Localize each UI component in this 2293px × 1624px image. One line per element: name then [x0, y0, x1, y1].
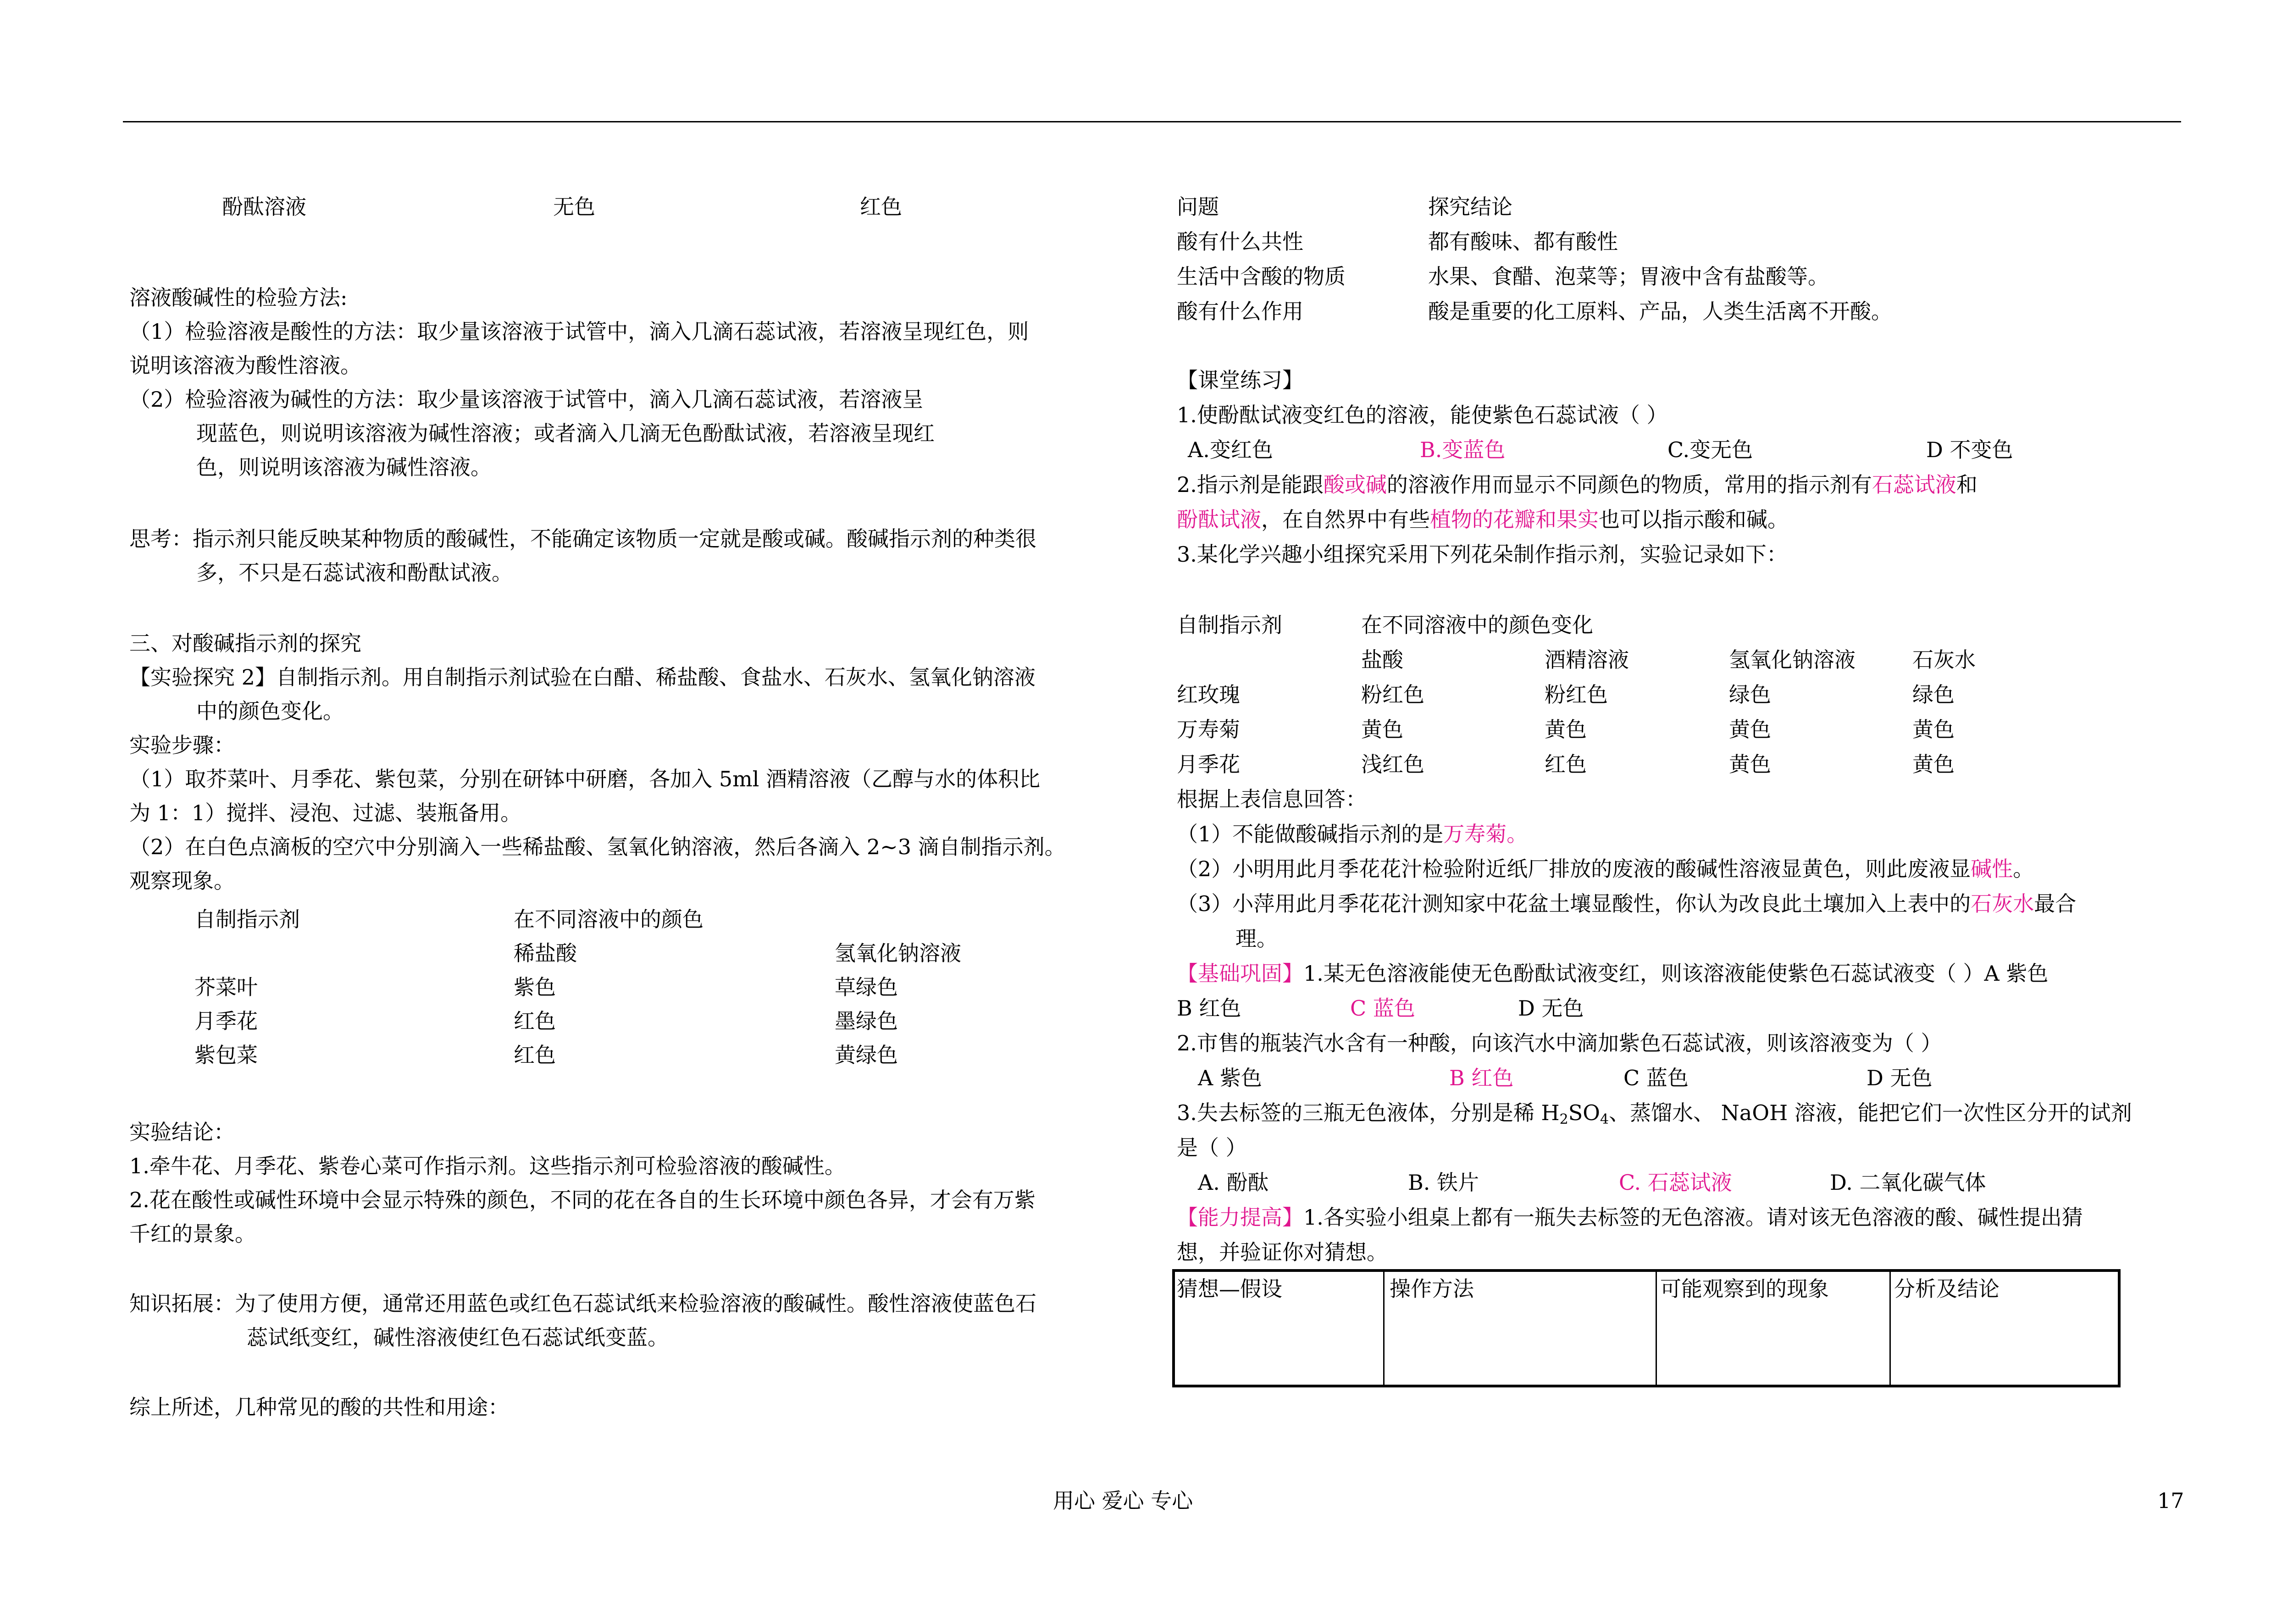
q2-answer: 石蕊试液	[1872, 472, 1956, 497]
method1-line2: 说明该溶液为酸性溶液。	[129, 353, 361, 378]
b3-option-a: A. 酚酞	[1198, 1170, 1269, 1195]
improve-c1-line2: 想，并验证你对猜想。	[1177, 1240, 1388, 1265]
q1-option-a: A.变红色	[1188, 437, 1273, 462]
answer1-key: 万寿菊。	[1443, 822, 1528, 846]
table2-cell: 粉红色	[1545, 682, 1608, 707]
b3-subscript: 4	[1600, 1111, 1609, 1127]
table1-cell: 红色	[514, 1009, 556, 1033]
page-number: 17	[2157, 1488, 2184, 1513]
top-row-label: 酚酞溶液	[222, 194, 306, 219]
guess-header-hypothesis: 猜想—假设	[1177, 1276, 1282, 1301]
b3-option-c: C. 石蕊试液	[1619, 1170, 1732, 1195]
table1-cell: 红色	[514, 1043, 556, 1067]
table2-cell: 红色	[1545, 752, 1587, 777]
table1-cell: 芥菜叶	[194, 975, 258, 1000]
basic-tag: 【基础巩固】	[1177, 961, 1303, 986]
q2-answer: 酚酞试液	[1177, 507, 1261, 532]
answer3-text: 最合	[2034, 891, 2077, 916]
b2-text: 2.市售的瓶装汽水含有一种酸，向该汽水中滴加紫色石蕊试液，则该溶液变为（ ）	[1177, 1031, 1942, 1055]
table2-cell: 黄色	[1912, 752, 1955, 777]
table2-cell: 黄色	[1361, 717, 1403, 742]
table2-cell: 浅红色	[1361, 752, 1424, 777]
b3-option-d: D. 二氧化碳气体	[1830, 1170, 1986, 1195]
method2-line3: 色，则说明该溶液为碱性溶液。	[196, 455, 492, 480]
table2-cell: 红玫瑰	[1177, 682, 1240, 707]
guess-table-divider	[1383, 1271, 1385, 1386]
acid-table-cell: 生活中含酸的物质	[1177, 264, 1346, 289]
answer2-text: 。	[2013, 856, 2034, 881]
acid-table-header-conclusion: 探究结论	[1428, 194, 1512, 219]
q2-line2	[1177, 504, 1789, 535]
q1-text: 1.使酚酞试液变红色的溶液，能使紫色石蕊试液（ ）	[1177, 403, 1668, 427]
table2-cell: 粉红色	[1361, 682, 1424, 707]
table2-cell: 月季花	[1177, 752, 1240, 777]
improve-tag: 【能力提高】	[1177, 1205, 1303, 1230]
table2-header-colors: 在不同溶液中的颜色变化	[1361, 613, 1593, 637]
b2-option-d: D 无色	[1867, 1066, 1933, 1090]
acid-table-cell: 酸是重要的化工原料、产品，人类生活离不开酸。	[1428, 299, 1892, 324]
answer3-line1	[1177, 889, 2076, 919]
table2-cell: 黄色	[1729, 717, 1771, 742]
b1-option-c: C 蓝色	[1350, 996, 1415, 1021]
q2-text: 和	[1956, 472, 1977, 497]
method-title: 溶液酸碱性的检验方法:	[129, 285, 348, 310]
header-rule	[123, 121, 2181, 122]
acid-table-cell: 酸有什么共性	[1177, 229, 1303, 254]
b3-text: 、蒸馏水、 NaOH 溶液，能把它们一次性区分开的试剂	[1609, 1100, 2132, 1125]
table1-cell: 草绿色	[835, 975, 898, 1000]
steps-title: 实验步骤：	[129, 733, 235, 757]
q2-answer: 酸或碱	[1323, 472, 1387, 497]
b2-option-b: B 红色	[1449, 1066, 1514, 1090]
answer3-text: （3）小萍用此月季花花汁测知家中花盆土壤显酸性，你认为改良此土壤加入上表中的	[1177, 891, 1971, 916]
method1-line1: （1）检验溶液是酸性的方法：取少量该溶液于试管中，滴入几滴石蕊试液，若溶液呈现红色，则	[129, 319, 1029, 344]
step2-line2: 观察现象。	[129, 868, 235, 893]
table1-sub-base: 氢氧化钠溶液	[835, 941, 961, 966]
b1-text: 1.某无色溶液能使无色酚酞试液变红，则该溶液能使紫色石蕊试液变（ ）A 紫色	[1303, 961, 2049, 986]
q2-answer: 植物的花瓣和果实	[1430, 507, 1599, 532]
b3-line1	[1177, 1098, 2132, 1128]
acid-table-cell: 都有酸味、都有酸性	[1428, 229, 1618, 254]
q2-text: 2.指示剂是能跟	[1177, 472, 1324, 497]
acid-table-cell: 酸有什么作用	[1177, 299, 1303, 324]
table2-cell: 黄色	[1912, 717, 1955, 742]
b1-option-b: B 红色	[1177, 996, 1241, 1021]
table1-cell: 墨绿色	[835, 1009, 898, 1033]
q2-text: ，在自然界中有些	[1261, 507, 1430, 532]
exp2-line1: 【实验探究 2】自制指示剂。用自制指示剂试验在白醋、稀盐酸、食盐水、石灰水、氢氧化钠溶液	[129, 665, 1036, 690]
table2-sub: 氢氧化钠溶液	[1729, 647, 1855, 672]
step1-line2: 为 1：1）搅拌、浸泡、过滤、装瓶备用。	[129, 801, 522, 825]
q2-text: 的溶液作用而显示不同颜色的物质，常用的指示剂有	[1386, 472, 1872, 497]
b3-option-b: B. 铁片	[1408, 1170, 1479, 1195]
answer2-text: （2）小明用此月季花花汁检验附近纸厂排放的废液的酸碱性溶液显黄色，则此废液显	[1177, 856, 1971, 881]
method2-line1: （2）检验溶液为碱性的方法：取少量该溶液于试管中，滴入几滴石蕊试液，若溶液呈	[129, 387, 924, 412]
answer-title: 根据上表信息回答：	[1177, 787, 1367, 812]
answer3-key: 石灰水	[1971, 891, 2034, 916]
extension-line2: 蕊试纸变红，碱性溶液使红色石蕊试纸变蓝。	[247, 1325, 669, 1350]
b2-option-a: A 紫色	[1198, 1066, 1262, 1090]
q1-option-b: B.变蓝色	[1420, 437, 1506, 462]
think-line1: 思考：指示剂只能反映某种物质的酸碱性，不能确定该物质一定就是酸或碱。酸碱指示剂的种类很	[129, 526, 1036, 551]
table2-sub: 酒精溶液	[1545, 647, 1629, 672]
table2-sub: 盐酸	[1361, 647, 1403, 672]
table2-cell: 万寿菊	[1177, 717, 1240, 742]
table2-cell: 黄色	[1729, 752, 1771, 777]
guess-table-divider	[1889, 1271, 1891, 1386]
q1-option-c: C.变无色	[1667, 437, 1753, 462]
method2-line2: 现蓝色，则说明该溶液为碱性溶液；或者滴入几滴无色酚酞试液，若溶液呈现红	[196, 421, 935, 446]
b3-line2: 是（ ）	[1177, 1135, 1247, 1160]
answer2-key: 碱性	[1971, 856, 2013, 881]
conclusion2-line2: 千红的景象。	[129, 1221, 256, 1246]
improve-c1-line1	[1177, 1202, 2083, 1232]
answer1	[1177, 819, 1528, 849]
extension-line1: 知识拓展：为了使用方便，通常还用蓝色或红色石蕊试纸来检验溶液的酸碱性。酸性溶液使蓝色石	[129, 1291, 1036, 1316]
guess-header-method: 操作方法	[1390, 1276, 1474, 1301]
answer1-text: （1）不能做酸碱指示剂的是	[1177, 822, 1444, 846]
table1-cell: 黄绿色	[835, 1043, 898, 1067]
think-line2: 多，不只是石蕊试液和酚酞试液。	[196, 560, 513, 585]
guess-header-conclusion: 分析及结论	[1894, 1276, 1999, 1301]
conclusion-title: 实验结论：	[129, 1120, 235, 1144]
step1-line1: （1）取芥菜叶、月季花、紫包菜，分别在研钵中研磨，各加入 5ml 酒精溶液（乙醇与水的体积比	[129, 767, 1041, 791]
guess-table-divider	[1656, 1271, 1657, 1386]
c1-text: 1.各实验小组桌上都有一瓶失去标签的无色溶液。请对该无色溶液的酸、碱性提出猜	[1303, 1205, 2083, 1230]
q1-option-d: D 不变色	[1926, 437, 2013, 462]
top-row-col2: 无色	[553, 194, 595, 219]
acid-table-cell: 水果、食醋、泡菜等；胃液中含有盐酸等。	[1428, 264, 1829, 289]
table2-header-indicator: 自制指示剂	[1177, 613, 1282, 637]
summary-line: 综上所述，几种常见的酸的共性和用途：	[129, 1395, 509, 1420]
table1-header-indicator: 自制指示剂	[194, 907, 300, 932]
b2-option-c: C 蓝色	[1623, 1066, 1689, 1090]
top-row-col3: 红色	[860, 194, 902, 219]
exp2-line2: 中的颜色变化。	[196, 699, 344, 724]
b3-text: SO	[1568, 1100, 1600, 1125]
practice-title: 【课堂练习】	[1177, 368, 1303, 392]
table1-cell: 月季花	[194, 1009, 258, 1033]
b3-text: 3.失去标签的三瓶无色液体，分别是稀 H	[1177, 1100, 1560, 1125]
conclusion1: 1.牵牛花、月季花、紫卷心菜可作指示剂。这些指示剂可检验溶液的酸碱性。	[129, 1154, 846, 1178]
table1-cell: 紫色	[514, 975, 556, 1000]
b1-option-d: D 无色	[1518, 996, 1584, 1021]
table1-header-colors: 在不同溶液中的颜色	[514, 907, 703, 932]
answer3-line2: 理。	[1235, 926, 1278, 951]
answer2	[1177, 854, 2034, 884]
q3-text: 3.某化学兴趣小组探究采用下列花朵制作指示剂，实验记录如下：	[1177, 542, 1788, 567]
table2-sub: 石灰水	[1912, 647, 1976, 672]
table2-cell: 黄色	[1545, 717, 1587, 742]
step2-line1: （2）在白色点滴板的空穴中分别滴入一些稀盐酸、氢氧化钠溶液，然后各滴入 2~3 滴自制指示剂。	[129, 834, 1066, 859]
q2-line1	[1177, 470, 1977, 500]
basic-b1	[1177, 958, 2048, 989]
q2-text: 也可以指示酸和碱。	[1599, 507, 1789, 532]
table2-cell: 绿色	[1729, 682, 1771, 707]
table1-cell: 紫包菜	[194, 1043, 258, 1067]
acid-table-header-question: 问题	[1177, 194, 1219, 219]
b3-subscript: 2	[1559, 1111, 1568, 1127]
section3-heading: 三、对酸碱指示剂的探究	[129, 631, 361, 656]
table2-cell: 绿色	[1912, 682, 1955, 707]
conclusion2-line1: 2.花在酸性或碱性环境中会显示特殊的颜色，不同的花在各自的生长环境中颜色各异，才会有万紫	[129, 1188, 1036, 1212]
footer-motto: 用心 爱心 专心	[1053, 1488, 1193, 1513]
table1-sub-acid: 稀盐酸	[514, 941, 577, 966]
guess-header-phenomenon: 可能观察到的现象	[1660, 1276, 1829, 1301]
